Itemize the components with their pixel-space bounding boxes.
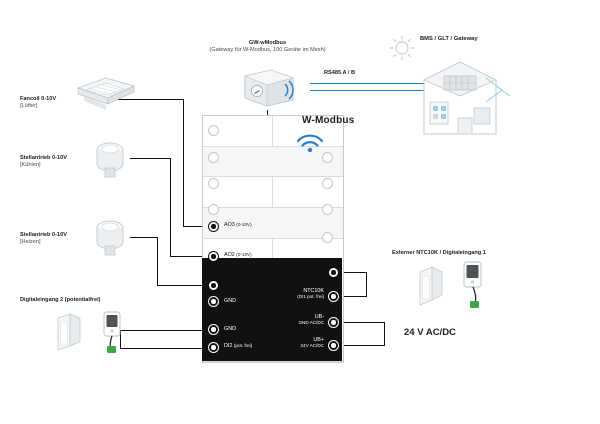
terminal-ao1[interactable] (208, 280, 219, 291)
terminal-ub-plus[interactable] (328, 340, 339, 351)
terminal-gnd-right[interactable] (328, 267, 339, 278)
terminal-empty[interactable] (322, 232, 333, 243)
terminal-detail: (pot. frei) (233, 343, 253, 348)
terminal-empty[interactable] (208, 178, 219, 189)
terminal-label: AO2 (224, 252, 235, 258)
bms-label: BMS / GLT / Gateway (420, 36, 478, 42)
terminal-label: NTC10K (303, 288, 324, 294)
wire-ao1-in (157, 285, 205, 286)
terminal-detail: (0-10V) (236, 222, 252, 227)
device-label-kuehlen: Stellantrieb 0-10V (20, 155, 67, 161)
terminal-detail: (DI1 pot. frei) (297, 294, 324, 300)
terminal-empty[interactable] (322, 204, 333, 215)
gateway-device (241, 66, 299, 110)
gateway-subtitle: (Gateway für W-Modbus, 100 Geräte im Mesh) (209, 47, 326, 53)
wire-power-link (384, 322, 385, 345)
wire-gnd-right-drop (366, 272, 367, 296)
wire-ub-minus (339, 322, 385, 323)
device-label-fancoil: Fancoil 0-10V (20, 96, 57, 102)
bus-label: RS485 A / B (324, 70, 355, 76)
device-label-ntc: Externer NTC10K / Digitaleingang 1 (392, 250, 486, 256)
terminal-empty[interactable] (208, 204, 219, 215)
wifi-icon (296, 133, 324, 153)
terminal-empty[interactable] (208, 152, 219, 163)
terminal-gnd-2[interactable] (208, 324, 219, 335)
actuator-heating-device (88, 216, 132, 258)
terminal-label: GND (312, 268, 324, 274)
terminal-detail: 24V AC/DC (300, 343, 324, 349)
terminal-di2[interactable] (208, 342, 219, 353)
terminal-label: AO1 (224, 281, 235, 287)
terminal-empty[interactable] (322, 152, 333, 163)
page-title: W-Modbus (302, 115, 355, 126)
window-contact-right-device (414, 262, 450, 308)
device-sublabel-fancoil: [Lüfter] (20, 103, 38, 109)
wire-heizen-drop (157, 237, 158, 286)
terminal-gnd-1[interactable] (208, 296, 219, 307)
sensor-module-left (92, 308, 136, 354)
fancoil-device (72, 72, 138, 116)
terminal-label: UB- (314, 314, 324, 320)
device-label-heizen: Stellantrieb 0-10V (20, 232, 67, 238)
terminal-ub-minus[interactable] (328, 317, 339, 328)
wire-ub-plus (339, 345, 385, 346)
terminal-label: GND (224, 298, 236, 304)
wire-heizen (130, 237, 158, 238)
device-label-di2: Digitaleingang 2 (potentialfrei) (20, 297, 101, 303)
gateway-name: GW-wModbus (248, 40, 287, 46)
terminal-detail: GND AC/DC (298, 320, 324, 326)
wire-kuehlen (130, 158, 171, 159)
device-sublabel-heizen: [Heizen] (20, 239, 41, 245)
terminal-label: AO3 (224, 222, 235, 228)
actuator-cooling-device (88, 138, 132, 180)
wire-fancoil-drop (183, 99, 184, 227)
window-contact-device (52, 310, 88, 354)
terminal-detail: (0-10V) (236, 281, 252, 286)
terminal-ntc10k[interactable] (328, 291, 339, 302)
sensor-module-right (452, 258, 500, 310)
terminal-empty[interactable] (322, 178, 333, 189)
device-sublabel-kuehlen: [Kühlen] (20, 162, 41, 168)
terminal-detail: (0-10V) (236, 252, 252, 257)
building-icon (398, 56, 526, 142)
terminal-label: DI2 (224, 343, 233, 349)
terminal-label: GND (224, 326, 236, 332)
terminal-ao2[interactable] (208, 251, 219, 262)
terminal-empty[interactable] (208, 125, 219, 136)
wire-kuehlen-drop (170, 158, 171, 257)
wire-ao2-in (170, 256, 205, 257)
terminal-ao3[interactable] (208, 221, 219, 232)
power-label: 24 V AC/DC (404, 327, 456, 338)
terminal-label: UB+ (313, 337, 324, 343)
